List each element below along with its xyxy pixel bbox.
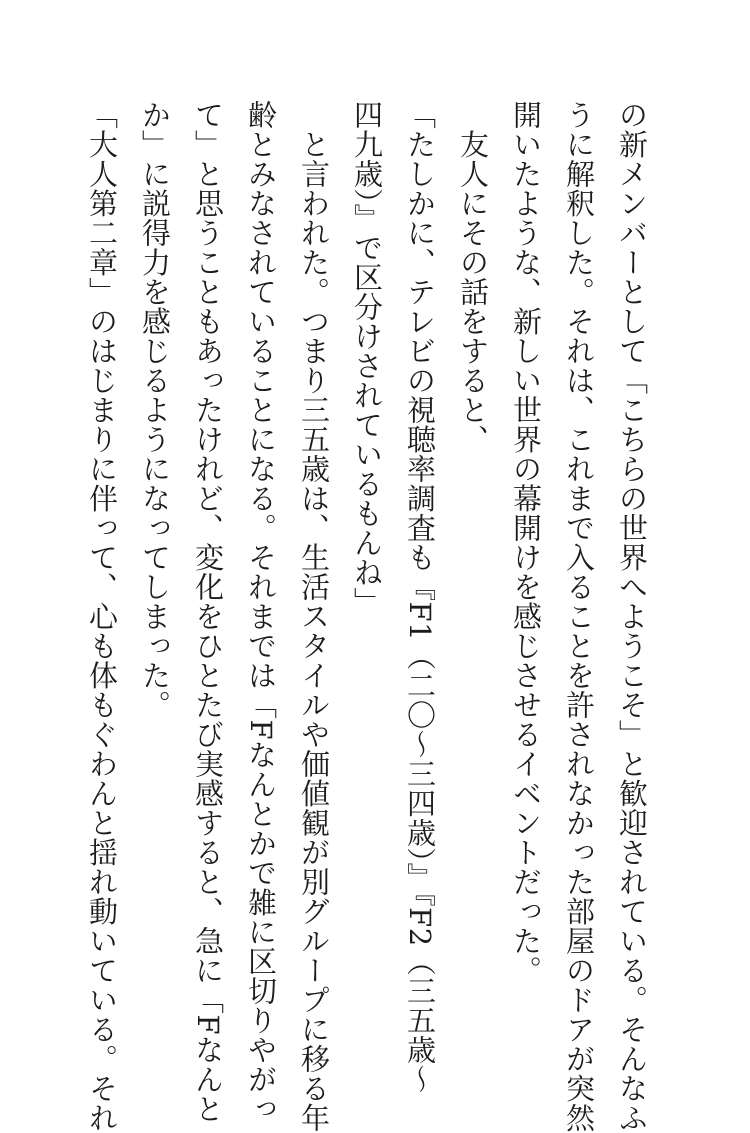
text-line-1: の新メンバーとして「こちらの世界へようこそ」と歓迎されている。そんなふ — [615, 100, 649, 1133]
text-line-7: 四九歳）』で区分けされているもんね」 — [350, 100, 384, 617]
text-line-8: と言われた。つまり三五歳は、生活スタイルや価値観が別グループに移る年 — [297, 100, 331, 1133]
text-line-10: て」と思うこともあったけれど、変化をひとたび実感すると、急に「Fなんと — [191, 100, 225, 1124]
text-line-5: 友人にその話をすると、 — [456, 100, 490, 454]
text-line-2: うに解釈した。それは、これまで入ることを許されなかった部屋のドアが突然 — [562, 100, 596, 1133]
text-line-9: 齢とみなされていることになる。それまでは「Fなんとかで雑に区切りやがっ — [244, 100, 278, 1124]
text-line-6: 「たしかに、テレビの視聴率調査も『F1（二〇～三四歳）』『F2（三五歳～ — [403, 100, 437, 1095]
text-line-11: か」に説得力を感じるようになってしまった。 — [138, 100, 172, 720]
text-line-13: 「大人第二章」のはじまりに伴って、心も体もぐわんと揺れ動いている。それ — [85, 100, 119, 1133]
text-line-3: 開いたような、新しい世界の幕開けを感じさせるイベントだった。 — [509, 100, 543, 985]
